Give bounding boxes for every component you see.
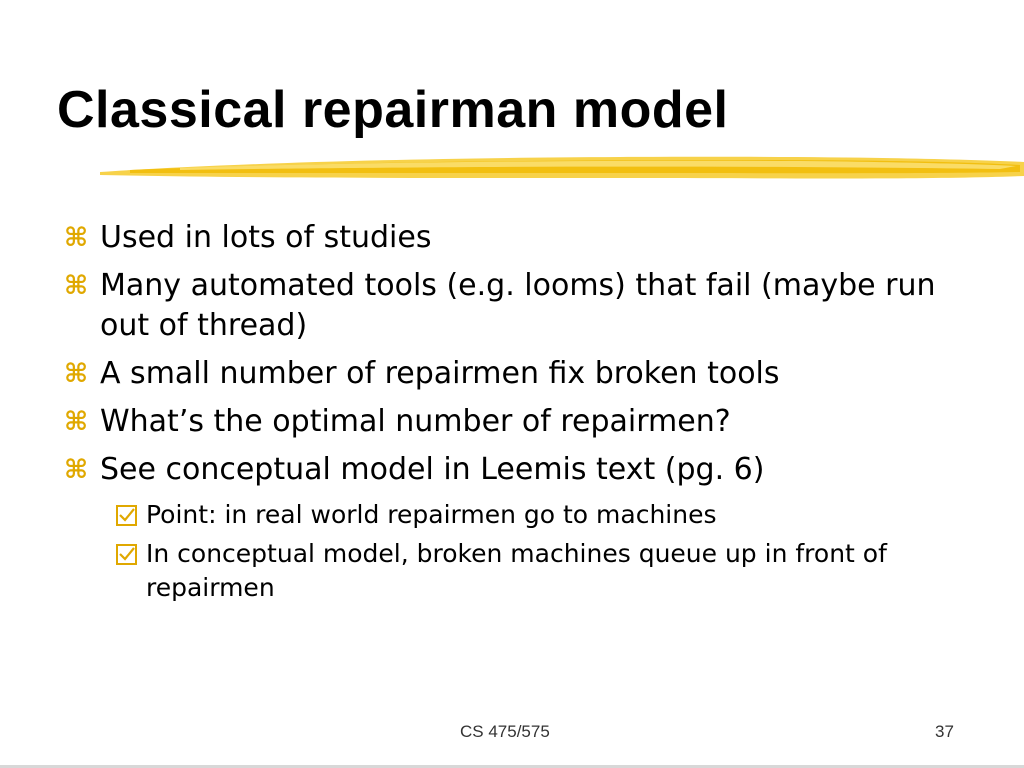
command-key-icon: ⌘ bbox=[64, 359, 89, 389]
sub-bullet-item bbox=[116, 498, 964, 532]
bullet-item bbox=[64, 354, 964, 394]
footer-course: CS 475/575 bbox=[460, 722, 550, 741]
sub-bullet-item bbox=[116, 537, 964, 605]
bullet-list bbox=[64, 218, 964, 610]
checkbox-icon bbox=[116, 544, 137, 565]
page-number: 37 bbox=[935, 722, 954, 741]
command-key-icon: ⌘ bbox=[64, 223, 89, 253]
slide-title: Classical repairman model bbox=[57, 81, 729, 139]
bullet-item bbox=[64, 218, 964, 258]
title-underline-brush bbox=[100, 148, 1024, 188]
command-key-icon: ⌘ bbox=[64, 271, 89, 301]
bullet-item bbox=[64, 450, 964, 490]
bullet-text: Many automated tools (e.g. looms) that fail (maybe run out of thread) bbox=[100, 268, 936, 343]
bullet-item bbox=[64, 266, 964, 346]
sub-bullet-text: Point: in real world repairmen go to machines bbox=[146, 500, 717, 529]
bullet-text: A small number of repairmen fix broken tools bbox=[100, 356, 780, 391]
checkbox-icon bbox=[116, 505, 137, 526]
command-key-icon: ⌘ bbox=[64, 407, 89, 437]
bullet-text: Used in lots of studies bbox=[100, 220, 432, 255]
bullet-item bbox=[64, 402, 964, 442]
bullet-text: What’s the optimal number of repairmen? bbox=[100, 404, 731, 439]
bullet-text: See conceptual model in Leemis text (pg. 6) bbox=[100, 452, 765, 487]
sub-bullet-text: In conceptual model, broken machines queue up in front of repairmen bbox=[146, 539, 887, 602]
command-key-icon: ⌘ bbox=[64, 455, 89, 485]
